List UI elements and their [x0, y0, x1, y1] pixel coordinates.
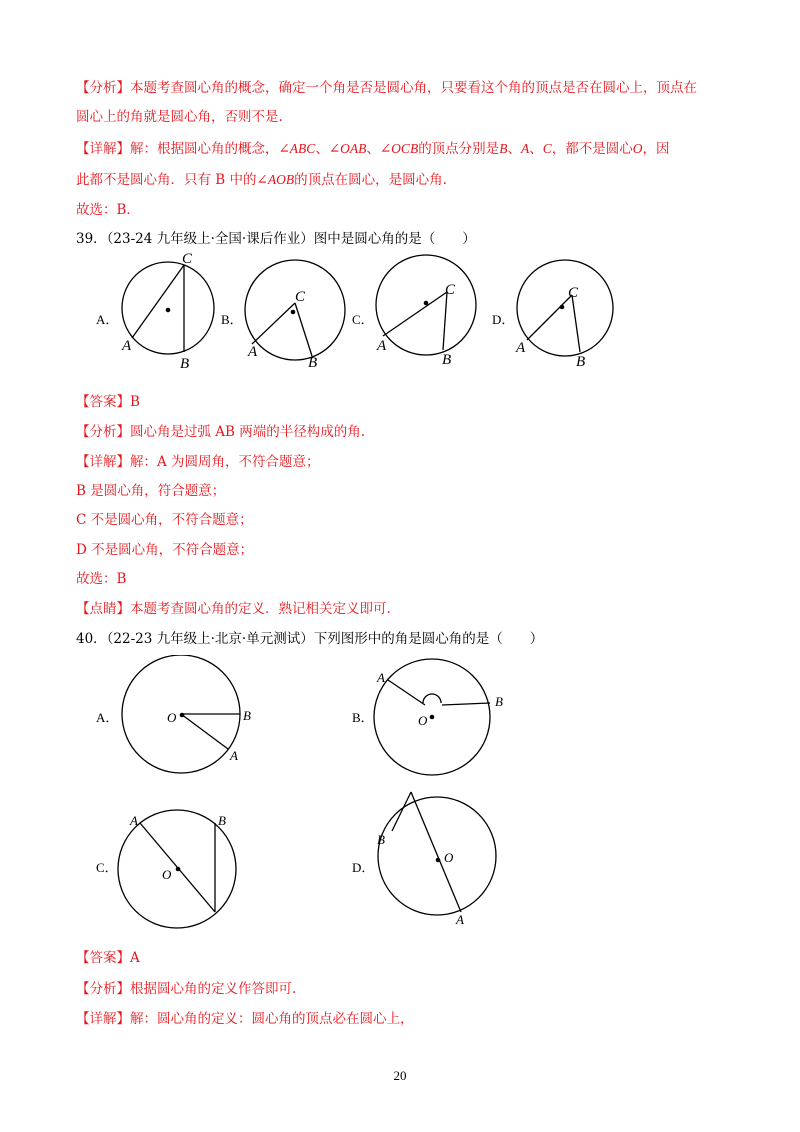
q39-c-point-c: C [445, 282, 456, 298]
vertex-b: B [499, 141, 508, 156]
q39-option-c-label: C． [352, 312, 374, 327]
answer-value: A [130, 950, 140, 966]
q38-detail-line1 [76, 140, 669, 158]
q39-detail-4: D 不是圆心角，不符合题意； [76, 542, 254, 558]
q40-b-label-o: O [418, 713, 428, 728]
q40-a-label-a: A [230, 748, 238, 763]
detail-tag: 【详解】 [76, 454, 130, 470]
q38-analysis-line1 [76, 79, 697, 97]
q39-detail-3: C 不是圆心角，不符合题意； [76, 512, 253, 528]
detail-text: ，因 [642, 141, 670, 157]
q39-detail-1 [76, 453, 320, 471]
center-o: O [632, 141, 643, 156]
q39-analysis [76, 423, 365, 441]
q39-c-center-dot [424, 301, 429, 306]
page-number: 20 [393, 1068, 407, 1083]
answer-value: B [130, 394, 140, 410]
q38-choice: 故选：B． [76, 202, 140, 218]
q40-b-label-b: B [495, 694, 503, 709]
detail-text: ，都不是圆心 [551, 141, 633, 157]
q39-c-point-a: A [377, 338, 387, 354]
q40-b-label-a: A [377, 670, 385, 685]
q39-d-center-dot [560, 305, 565, 310]
q40-d-label-b: B [377, 832, 385, 847]
angle-ocb: ∠OCB [379, 141, 419, 156]
detail-text: 的顶点分别是 [418, 141, 500, 157]
q39-answer [76, 393, 140, 411]
detail-tag: 【详解】 [76, 1011, 130, 1027]
q40-option-a-label: A． [96, 710, 119, 725]
q39-b-point-a: A [248, 344, 258, 360]
angle-abc: ∠ABC [278, 141, 316, 156]
q39-d-point-c: C [568, 285, 579, 301]
q39-c-point-b: B [442, 352, 452, 368]
q39-a-point-a: A [122, 338, 132, 354]
q40-a-center-dot [180, 713, 185, 718]
q39-b-point-b: B [308, 355, 318, 371]
analysis-tag: 【分析】 [76, 80, 130, 96]
detail-text: 解：A 为圆周角，不符合题意； [130, 454, 320, 470]
q40-d-label-o: O [444, 850, 454, 865]
detail-text: 解：根据圆心角的概念， [130, 141, 279, 157]
q38-analysis-line2 [76, 108, 283, 126]
q40-stem: 40．（22-23 九年级上·北京·单元测试）下列图形中的角是圆心角的是（ ） [76, 631, 544, 647]
detail-tag: 【详解】 [76, 141, 130, 157]
analysis-tag: 【分析】 [76, 424, 130, 440]
q39-d-point-b: B [576, 354, 586, 370]
q40-c-label-a: A [130, 813, 138, 828]
answer-tag: 【答案】 [76, 950, 130, 966]
q40-detail [76, 1010, 414, 1028]
q40-d-center-dot [436, 858, 441, 863]
q40-analysis [76, 980, 296, 998]
q40-option-d-label: D． [352, 860, 375, 875]
q39-detail-2: B 是圆心角，符合题意； [76, 483, 226, 499]
separator: 、 [315, 141, 329, 157]
comment-text: 本题考查圆心角的定义．熟记相关定义即可. [130, 601, 391, 617]
q39-option-d-label: D． [492, 312, 515, 327]
q39-a-center-dot [166, 308, 171, 313]
q39-a-point-c: C [182, 251, 193, 267]
separator: 、 [507, 141, 521, 157]
q40-c-label-o: O [162, 867, 172, 882]
analysis-text: 根据圆心角的定义作答即可. [130, 981, 297, 997]
q39-option-d-figure [517, 260, 613, 356]
q39-option-b-label: B． [221, 312, 243, 327]
detail-text: 此都不是圆心角．只有 B 中的 [76, 172, 257, 188]
vertex-a: A [520, 141, 530, 156]
q39-d-point-a: A [516, 340, 526, 356]
q39-a-point-b: B [180, 356, 190, 372]
q40-option-c-label: C． [96, 860, 118, 875]
q40-option-d-figure [378, 792, 496, 915]
q39-comment [76, 600, 391, 618]
q39-b-point-c: C [295, 289, 306, 305]
angle-aob: ∠AOB [256, 172, 295, 187]
q40-a-label-o: O [167, 710, 177, 725]
analysis-text: 圆心上的角就是圆心角，否则不是. [76, 109, 283, 125]
analysis-tag: 【分析】 [76, 981, 130, 997]
analysis-text: 圆心角是过弧 AB 两端的半径构成的角. [130, 424, 366, 440]
vertex-c: C [542, 141, 552, 156]
analysis-text: 本题考查圆心角的概念，确定一个角是否是圆心角，只要看这个角的顶点是否在圆心上，顶点在 [130, 80, 697, 96]
q40-b-center-dot [430, 715, 435, 720]
q38-detail-line2 [76, 171, 447, 189]
angle-oab: ∠OAB [328, 141, 367, 156]
comment-tag: 【点睛】 [76, 601, 130, 617]
separator: 、 [529, 141, 543, 157]
q40-c-label-b: B [218, 813, 226, 828]
q40-figures [90, 655, 540, 940]
q40-a-label-b: B [243, 708, 251, 723]
q40-c-center-dot [176, 867, 181, 872]
q39-choice: 故选：B [76, 571, 127, 587]
answer-tag: 【答案】 [76, 394, 130, 410]
q39-option-a-label: A． [96, 312, 119, 327]
detail-text: 的顶点在圆心，是圆心角. [294, 172, 447, 188]
separator: 、 [366, 141, 380, 157]
q40-answer [76, 949, 140, 967]
q39-stem: 39．（23-24 九年级上·全国·课后作业）图中是圆心角的是（ ） [76, 231, 476, 247]
q40-option-b-label: B． [352, 710, 374, 725]
q39-option-b-figure [245, 260, 345, 360]
detail-text: 解：圆心角的定义：圆心角的顶点必在圆心上， [130, 1011, 414, 1027]
q40-d-label-a: A [456, 912, 464, 927]
q39-figures [90, 250, 620, 375]
q39-b-center-dot [291, 310, 296, 315]
